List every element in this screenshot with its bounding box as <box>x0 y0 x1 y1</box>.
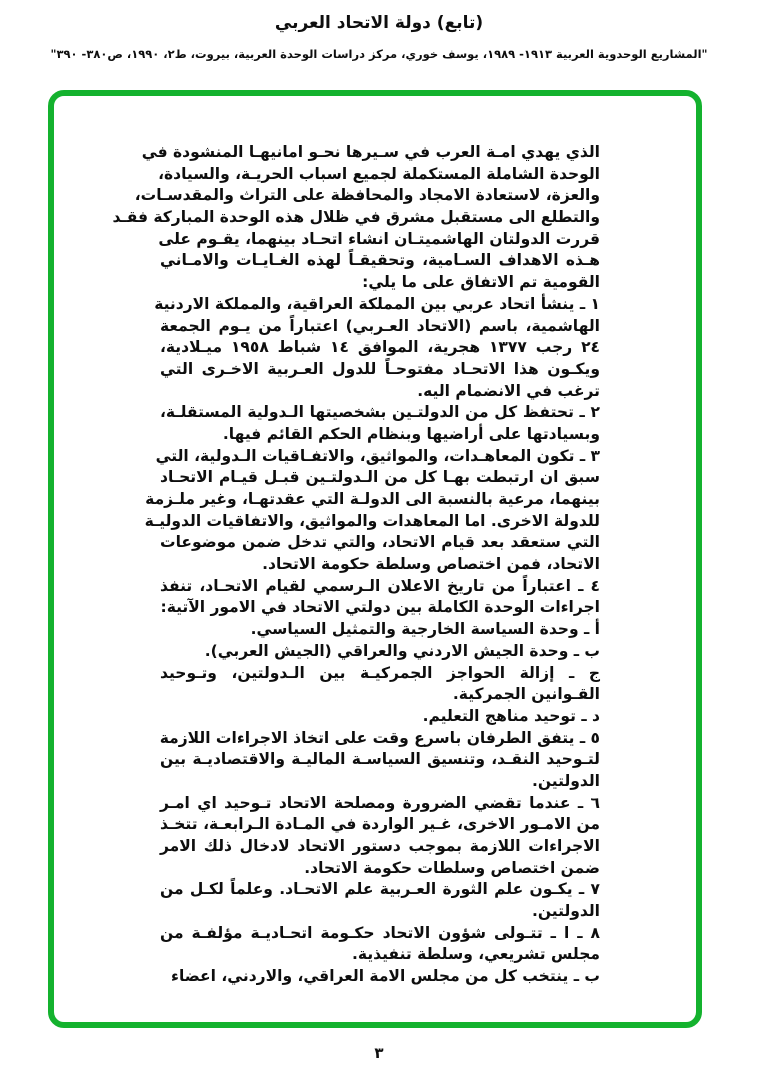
text-line: قررت الدولتان الهاشميتـان انشاء اتحـاد بينهما، يقـوم على <box>158 229 600 248</box>
text-line: مجلس تشريعي، وسلطة تنفيذية. <box>352 945 600 964</box>
text-line: الهاشمية، باسم (الاتحاد العـربي) اعتباراً من يـوم الجمعة <box>160 316 600 335</box>
citation: "المشاريع الوحدوية العربية ١٩١٣- ١٩٨٩، يوسف خوري، مركز دراسات الوحدة العربية، بيروت، ط٢، ١٩٩٠، ص٣٨٠- ٣٩٠" <box>50 47 708 61</box>
text-line: ضمن اختصاص وسلطات حكومة الاتحاد. <box>304 858 600 877</box>
text-line: ٢٤ رجب ١٣٧٧ هجرية، الموافق ١٤ شباط ١٩٥٨ ميـلادية، <box>160 338 601 357</box>
text-line: الدولتين. <box>531 771 600 790</box>
text-line: ٧ ـ يكـون علم الثورة العـربية علم الاتحـاد. وعلماً لكـل من <box>160 880 600 899</box>
text-line: ٤ ـ اعتباراً من تاريخ الاعلان الـرسمي لقيام الاتحـاد، تنفذ <box>160 576 600 595</box>
text-line: والتطلع الى مستقبل مشرق في ظلال هذه الوحدة المباركة فقـد <box>112 208 600 227</box>
text-line: ٢ ـ تحتفظ كل من الدولتـين بشخصيتها الـدولية المستقلـة، <box>160 403 600 422</box>
text-line: أ ـ وحدة السياسة الخارجية والتمثيل السياسي. <box>250 620 600 639</box>
text-line: الذي يهدي امـة العرب في سـيرها نحـو امانيهـا المنشودة في <box>141 143 600 161</box>
document-body <box>112 142 601 988</box>
text-line: هـذه الاهداف السـامية، وتحقيقـاً لهذه الغـايـات والامـاني <box>160 251 600 270</box>
document-frame <box>48 90 702 1028</box>
text-line: ١ ـ ينشأ اتحاد عربي بين المملكة العراقية، والمملكة الاردنية <box>154 294 600 313</box>
text-line: الوحدة الشاملة المستكملة لجميع اسباب الحريـة، والسيادة، <box>158 164 600 183</box>
text-line: ج ـ إزالة الحواجز الجمركيـة بين الـدولتين، وتـوحيد <box>160 663 600 682</box>
text-line: والعزة، لاستعادة الامجاد والمحافظة على التراث والمقدسـات، <box>134 186 600 205</box>
text-line: ب ـ ينتخب كل من مجلس الامة العراقي، والاردني، اعضاء <box>171 967 600 986</box>
text-line: الاتحاد، فمن اختصاص وسلطة حكومة الاتحاد. <box>262 555 600 574</box>
text-line: الاجراءات اللازمة بموجب دستور الاتحاد لادخال ذلك الامر <box>160 837 600 855</box>
text-line: الدولتين. <box>531 902 600 921</box>
text-line: ٥ ـ يتفق الطرفان باسرع وقت على اتخاذ الاجراءات اللازمة <box>159 728 600 747</box>
text-line: ب ـ وحدة الجيش الاردني والعراقي (الجيش العربي). <box>204 641 600 660</box>
text-line: ويكـون هذا الاتحـاد مفتوحـاً للدول العـربية الاخـرى التي <box>160 359 600 378</box>
text-line: بينهما، مرعية بالنسبة الى الدولـة التي عقدتهـا، وغير ملـزمة <box>145 490 600 508</box>
text-line: د ـ توحيد مناهج التعليم. <box>422 706 600 725</box>
text-line: وبسيادتها على أراضيها وبنظام الحكم القائم فيها. <box>222 424 600 443</box>
text-line: ٨ ـ ا ـ تتـولى شؤون الاتحاد حكـومة اتحـاديـة مؤلفـة من <box>160 923 600 942</box>
text-line: ٦ ـ عندما تقضي الضرورة ومصلحة الاتحاد تـوحيد اي امـر <box>160 793 600 812</box>
text-line: لتـوحيد النقـد، وتنسيق السياسـة الماليـة والاقتصاديـة بين <box>160 750 600 769</box>
page-title: (تابع) دولة الاتحاد العربي <box>274 13 484 33</box>
text-line: اجراءات الوحدة الكاملة بين دولتي الاتحاد في الامور الآتية: <box>160 598 600 617</box>
text-line: القـوانين الجمركية. <box>452 685 600 704</box>
text-line: ترغب في الانضمام اليه. <box>417 381 600 400</box>
text-line: سبق ان ارتبطت بهـا كل من الـدولتـين قبـل قيـام الاتحـاد <box>160 468 600 487</box>
text-line: ٣ ـ تكون المعاهـدات، والمواثيق، والاتفـاقيات الـدولية، التي <box>155 446 600 465</box>
text-line: القومية تم الاتفاق على ما يلي: <box>362 273 600 292</box>
text-line: من الامـور الاخرى، غـير الواردة في المـادة الـرابعـة، تتخـذ <box>160 815 600 834</box>
text-line: التي ستعقد بعد قيام الاتحاد، والتي تدخل ضمن موضوعات <box>160 533 600 552</box>
text-line: للدولة الاخرى. اما المعاهدات والمواثيق، والاتفاقيات الدوليـة <box>144 511 600 530</box>
page-number: ٣ <box>374 1044 384 1062</box>
